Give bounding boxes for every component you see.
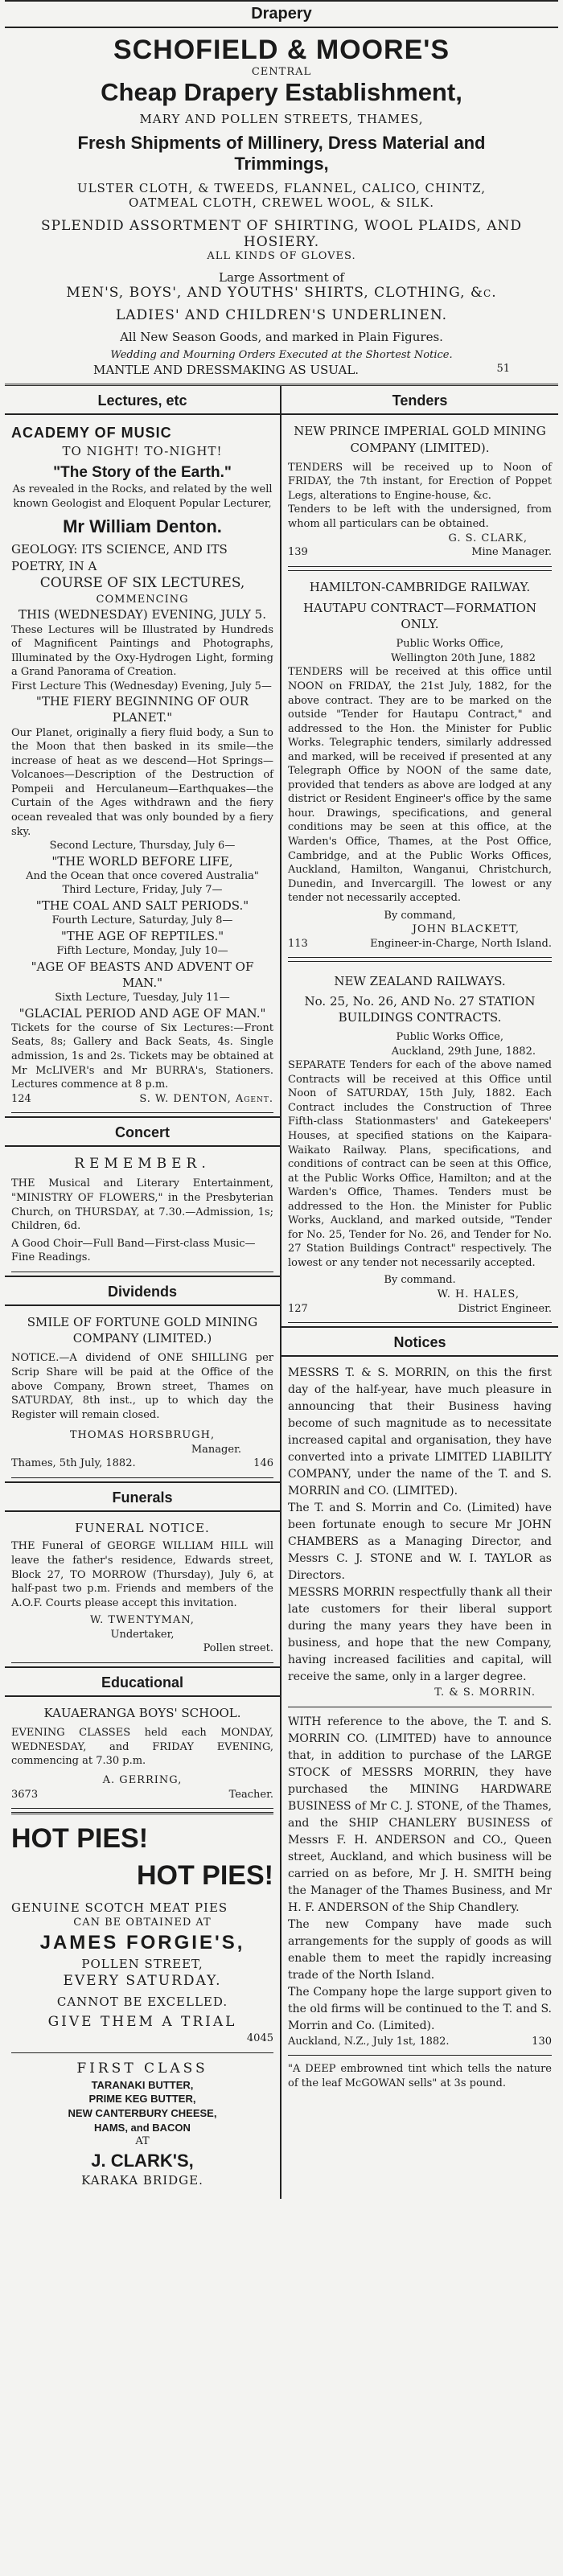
dividend-sign: THOMAS HORSBRUGH, bbox=[69, 1429, 216, 1442]
tender3-by: By command. bbox=[384, 1274, 456, 1287]
ladies-line: LADIES' AND CHILDREN'S UNDERLINEN. bbox=[115, 307, 448, 323]
tender3-sub: No. 25, No. 26, AND No. 27 STATION BUILDINGS CONTRACTS. bbox=[304, 993, 536, 1025]
establishment-title: Cheap Drapery Establishment, bbox=[101, 78, 462, 106]
lecture-fifth: Fifth Lecture, Monday, July 10— bbox=[56, 945, 228, 958]
tender3-sign: W. H. HALES, bbox=[437, 1288, 520, 1300]
dividend-role: Manager. bbox=[191, 1443, 241, 1456]
lecture-first-desc: Our Planet, originally a fiery fluid body, a Sun to the Moon that then basked in its smile—the increase of heat as we descend—Hot Springs—Volcanoes—Description of the Destruction of Pompeii and Herculaneum—Earthquakes—the Curtain of the Ages withdrawn and the fiery ocean revealed that was only bounded by a fiery sky. bbox=[11, 726, 273, 838]
pies-saturday: EVERY SATURDAY. bbox=[63, 1973, 222, 1990]
funeral-body: THE Funeral of GEORGE WILLIAM HILL will leave the father's residence, Edwards street, Block 27, TO MORROW (Thursday), July 6, at half-past two p.m. Friends and members of the A.O.F. Courts please accept this invitation. bbox=[11, 1540, 273, 1609]
notice2-body-2: The new Company have made such arrangements for the supply of goods as will enable them to meet the rapidly increasing trade of the North Island. bbox=[288, 1917, 552, 1982]
lecture-agent: S. W. DENTON, Agent. bbox=[139, 1092, 273, 1105]
lecture-venue: ACADEMY OF MUSIC bbox=[11, 425, 172, 442]
notice1-body-2: The T. and S. Morrin and Co. (Limited) have been fortunate enough to secure Mr JOHN CHAMBERS as a Managing Director, and Messrs C. J. STONE and W. I. TAYLOR as Directors. bbox=[288, 1502, 552, 1583]
clark-butter-1: TARANAKI BUTTER, bbox=[91, 2078, 194, 2091]
tender1-title: NEW PRINCE IMPERIAL GOLD MINING COMPANY (LIMITED). bbox=[294, 424, 546, 455]
hamilton-railway-tender bbox=[288, 570, 552, 959]
left-column bbox=[5, 386, 282, 2199]
tender3-role: District Engineer. bbox=[458, 1302, 552, 1315]
company-name: SCHOFIELD & MOORE'S bbox=[113, 35, 450, 65]
cloths-line-1: ULSTER CLOTH, & TWEEDS, FLANNEL, CALICO, CHINTZ, bbox=[76, 181, 487, 195]
two-column-body bbox=[5, 384, 558, 2199]
lecture-illustrated: These Lectures will be Illustrated by Hundreds of Magnificent Paintings and Photographs, Illuminated by the Oxy-Hydrogen Light, forming a Grand Panorama of Creation. bbox=[11, 623, 273, 679]
funeral-title: FUNERAL NOTICE. bbox=[75, 1521, 210, 1536]
tender3-date: Auckland, 29th June, 1882. bbox=[391, 1045, 536, 1058]
lecture-story-title: "The Story of the Earth." bbox=[53, 463, 232, 481]
tender2-title: HAMILTON-CAMBRIDGE RAILWAY. bbox=[309, 579, 531, 594]
lecture-revealed: As revealed in the Rocks, and related by the well known Geologist and Eloquent Popular Lecturer, bbox=[12, 483, 273, 511]
hot-pies-advertisement bbox=[11, 1812, 273, 2053]
funeral-address: Pollen street. bbox=[203, 1642, 273, 1655]
concert-body: THE Musical and Literary Entertainment, "MINISTRY OF FLOWERS," in the Presbyterian Church, on THURSDAY, at 7.30.—Admission, 1s; Children, 6d. bbox=[11, 1177, 273, 1233]
lecture-commencing: COMMENCING bbox=[96, 593, 189, 606]
tender3-body: SEPARATE Tenders for each of the above named Contracts will be received at this Office until Noon of SATURDAY, 15th July, 1882. Each Contract includes the Construction of Three Fifth-class Stationmasters' and Gatekeepers' Houses, at specified stations on the Kaipara-Waikato Railway. Plans, specifications, and conditions of contract can be seen at this Office, at the Public Works Office, Hamilton; and at the Warden's Office, Thames. Tenders must be addressed to the Hon. the Minister for Public Works, Auckland, and marked outside, "Tender for No. 25, Tender for No. 26, and Tender for No. 27 Station Buildings Contract" respectively. The lowest or any tender not necessarily accepted. bbox=[288, 1059, 552, 1269]
lecture-evening: THIS (WEDNESDAY) EVENING, JULY 5. bbox=[18, 607, 266, 622]
notice1-sign: T. & S. MORRIN. bbox=[434, 1687, 536, 1699]
dividend-date: Thames, 5th July, 1882. bbox=[11, 1457, 136, 1470]
notice1-body-3: MESSRS MORRIN respectfully thank all their late customers for their liberal support during the many years they have been in business, and hope that the new Company, having increased facilities and capital, will receive the same, only in a larger degree. bbox=[288, 1586, 552, 1684]
drapery-ref: 51 bbox=[496, 363, 510, 375]
section-heading-funerals: Funerals bbox=[5, 1481, 280, 1512]
concert-title: REMEMBER. bbox=[74, 1156, 211, 1173]
large-line: Large Assortment of bbox=[219, 270, 344, 285]
right-column bbox=[282, 386, 558, 2199]
mcgowan-notice bbox=[288, 2059, 552, 2097]
section-heading-drapery: Drapery bbox=[5, 0, 558, 28]
clark-butter-2: PRIME KEG BUTTER, bbox=[88, 2093, 196, 2106]
school-sign: A. GERRING, bbox=[102, 1773, 183, 1786]
clark-bridge: KARAKA BRIDGE. bbox=[81, 2173, 203, 2188]
tender1-ref: 139 bbox=[288, 546, 308, 559]
concert-choir: A Good Choir—Full Band—First-class Music—Fine Readings. bbox=[11, 1237, 256, 1264]
funeral-advertisement bbox=[11, 1517, 273, 1663]
educational-advertisement bbox=[11, 1702, 273, 1809]
clark-first: FIRST CLASS bbox=[76, 2060, 208, 2077]
shipments-line: Fresh Shipments of Millinery, Dress Material and Trimmings, bbox=[77, 133, 486, 174]
section-heading-tenders: Tenders bbox=[282, 386, 558, 415]
clark-name: J. CLARK'S, bbox=[91, 2150, 194, 2171]
lecture-fifth-title: "AGE OF BEASTS AND ADVENT OF MAN." bbox=[31, 959, 254, 990]
clark-hams: HAMS, and BACON bbox=[94, 2121, 191, 2134]
pies-forgie: JAMES FORGIE'S, bbox=[39, 1931, 245, 1954]
notice2-body: WITH reference to the above, the T. and S. MORRIN CO. (LIMITED) have to announce that, in addition to purchase of the LARGE STOCK of MESSRS MORRIN, they have purchased the MINING HARDWARE BUSINESS of Mr C. J. STONE, of the Thames, and the SHIP CHANLERY BUSINESS of Messrs F. H. ANDERSON and CO., Queen street, Auckland, and which business will be carried on as before, Mr J. H. SMITH being the Manager of the Thames Business, and Mr H. F. ANDERSON of the Ship Chandlery. bbox=[288, 1715, 552, 1914]
tender2-sign: JOHN BLACKETT, bbox=[412, 923, 520, 936]
tender3-office: Public Works Office, bbox=[396, 1031, 503, 1044]
tender2-role: Engineer-in-Charge, North Island. bbox=[370, 937, 552, 950]
notice2-date: Auckland, N.Z., July 1st, 1882. bbox=[288, 2035, 450, 2048]
dividend-advertisement bbox=[11, 1311, 273, 1478]
drapery-advertisement bbox=[5, 35, 558, 377]
lecture-third: Third Lecture, Friday, July 7— bbox=[62, 884, 223, 897]
lecture-ref: 124 bbox=[11, 1092, 31, 1105]
tender1-role: Mine Manager. bbox=[471, 546, 552, 559]
pies-ref: 4045 bbox=[246, 2032, 273, 2045]
section-heading-lectures: Lectures, etc bbox=[5, 386, 280, 415]
notice3-body: "A DEEP embrowned tint which tells the nature of the leaf McGOWAN sells" at 3s pound. bbox=[288, 2063, 552, 2090]
section-heading-educational: Educational bbox=[5, 1666, 280, 1697]
tender1-sign: G. S. CLARK, bbox=[448, 532, 528, 544]
tender2-office: Public Works Office, bbox=[396, 638, 503, 651]
school-body: EVENING CLASSES held each MONDAY, WEDNESDAY, and FRIDAY EVENING, commencing at 7.30 p.m. bbox=[11, 1727, 273, 1768]
dividend-ref: 146 bbox=[253, 1457, 273, 1470]
lectures-advertisement bbox=[11, 420, 273, 1113]
section-heading-concert: Concert bbox=[5, 1116, 280, 1147]
lecture-second-title: "THE WORLD BEFORE LIFE, bbox=[51, 853, 233, 869]
pies-genuine: GENUINE SCOTCH MEAT PIES bbox=[11, 1900, 228, 1915]
tender2-sub: HAUTAPU CONTRACT—FORMATION ONLY. bbox=[302, 600, 537, 632]
lecture-tickets: Tickets for the course of Six Lectures:—Front Seats, 8s; Gallery and Back Seats, 4s. Single admission, 1s and 2s. Tickets may be obtained at Mr McLIVER's and Mr BURRA's, Stationers. Lectures commence at 8 p.m. bbox=[11, 1021, 273, 1091]
hot-pies-line-1: HOT PIES! bbox=[11, 1823, 149, 1855]
funeral-sign: W. TWENTYMAN, bbox=[90, 1614, 195, 1627]
lecture-fourth-title: "THE AGE OF REPTILES." bbox=[60, 928, 224, 943]
tender3-ref: 127 bbox=[288, 1302, 308, 1315]
tender2-by: By command, bbox=[384, 909, 456, 922]
address-line: MARY AND POLLEN STREETS, THAMES, bbox=[139, 112, 424, 126]
morrin-notice bbox=[288, 1362, 552, 1707]
school-role: Teacher. bbox=[228, 1788, 273, 1801]
notice1-body: MESSRS T. & S. MORRIN, on this the first day of the half-year, have much pleasure in announcing that their Business having become of such magnitude as to necessitate increased capital and organisation, they have converted into a private LIMITED LIABILITY COMPANY, under the name of the T. and S. MORRIN and CO. (LIMITED). bbox=[288, 1366, 552, 1498]
pies-obtained: CAN BE OBTAINED AT bbox=[73, 1917, 212, 1929]
lecture-tonight: TO NIGHT! TO-NIGHT! bbox=[62, 443, 223, 458]
mantle-line: MANTLE AND DRESSMAKING AS USUAL. bbox=[93, 363, 360, 377]
school-title: KAUAERANGA BOYS' SCHOOL. bbox=[43, 1706, 241, 1721]
lecture-first: First Lecture This (Wednesday) Evening, July 5— bbox=[11, 680, 272, 692]
lecture-second: Second Lecture, Thursday, July 6— bbox=[49, 840, 236, 853]
school-ref: 3673 bbox=[11, 1788, 39, 1801]
tender1-plans: Tenders to be left with the undersigned, from whom all particulars can be obtained. bbox=[288, 503, 552, 530]
cloths-line-2: OATMEAL CLOTH, CREWEL WOOL, & SILK. bbox=[128, 195, 435, 210]
concert-advertisement bbox=[11, 1152, 273, 1272]
lecture-first-title: "THE FIERY BEGINNING OF OUR PLANET." bbox=[35, 694, 249, 725]
hot-pies-line-2: HOT PIES! bbox=[136, 1859, 273, 1891]
clark-advertisement bbox=[11, 2056, 273, 2196]
funeral-role: Undertaker, bbox=[110, 1628, 175, 1641]
lecture-course: COURSE OF SIX LECTURES, bbox=[39, 574, 245, 591]
tender2-body: TENDERS will be received at this office until NOON on FRIDAY, the 21st July, 1882, for the above contract. They are to be marked on the outside "Tender for Hautapu Contract," and addressed to the Hon. the Minister for Public Works. Telegraphic tenders, similarly addressed and marked, will be received if presented at any Telegraph Office by NOON of the same date, provided that tenders as above are lodged at any district or Resident Engineer's office by the same hour. Drawings, specifications, and general conditions may be seen at this office, at the Warden's Office, Thames, at the Post Office, Cambridge, and at the Public Works Offices, Auckland, Hamilton, Wanganui, Christchurch, Dunedin, and Invercargill. The lowest or any tender not necessarily accepted. bbox=[288, 666, 552, 905]
prince-imperial-tender bbox=[288, 420, 552, 566]
lecture-second-sub: And the Ocean that once covered Australia" bbox=[26, 869, 259, 882]
morrin-company-notice bbox=[288, 1711, 552, 2056]
clark-cheese: NEW CANTERBURY CHEESE, bbox=[68, 2106, 217, 2119]
section-heading-dividends: Dividends bbox=[5, 1276, 280, 1306]
lecture-third-title: "THE COAL AND SALT PERIODS." bbox=[35, 898, 249, 913]
new-goods-line: All New Season Goods, and marked in Plain Figures. bbox=[120, 330, 443, 344]
splendid-line: SPLENDID ASSORTMENT OF SHIRTING, WOOL PLAIDS, AND HOSIERY. bbox=[40, 218, 523, 250]
section-heading-notices: Notices bbox=[282, 1326, 558, 1357]
pies-street: POLLEN STREET, bbox=[81, 1957, 203, 1972]
dividend-body: NOTICE.—A dividend of ONE SHILLING per Scrip Share will be paid at the Office of the above Company, Brown street, Thames on SATURDAY, 8th inst., up to which day the Register will remain closed. bbox=[11, 1352, 273, 1421]
gloves-line: ALL KINDS OF GLOVES. bbox=[207, 250, 356, 262]
lecture-sixth-title: "GLACIAL PERIOD AND AGE OF MAN." bbox=[18, 1005, 266, 1021]
tender1-body: TENDERS will be received up to Noon of FRIDAY, the 7th instant, for Erection of Poppet Legs, alterations to Engine-house, &c. bbox=[288, 461, 552, 502]
dividend-title: SMILE OF FORTUNE GOLD MINING COMPANY (LIMITED.) bbox=[27, 1314, 258, 1346]
wedding-line: Wedding and Mourning Orders Executed at the Shortest Notice. bbox=[110, 349, 453, 361]
tender2-date: Wellington 20th June, 1882 bbox=[391, 651, 536, 664]
notice2-ref: 130 bbox=[532, 2035, 552, 2048]
nz-railways-tender bbox=[288, 961, 552, 1323]
tender3-title: NEW ZEALAND RAILWAYS. bbox=[334, 974, 506, 989]
lecture-geology: GEOLOGY: ITS SCIENCE, AND ITS POETRY, IN A bbox=[11, 542, 228, 573]
lecture-sixth: Sixth Lecture, Tuesday, July 11— bbox=[55, 992, 230, 1005]
pies-cannot: CANNOT BE EXCELLED. bbox=[56, 1995, 228, 2010]
lecturer-name: Mr William Denton. bbox=[63, 516, 222, 536]
tender2-ref: 113 bbox=[288, 937, 308, 950]
notice2-body-3: The Company hope the large support given to the old firms will be continued to the T. and S. Morrin and Co. (Limited). bbox=[288, 1985, 552, 2032]
pies-give: GIVE THEM A TRIAL bbox=[47, 2014, 237, 2031]
clark-at: AT bbox=[135, 2135, 150, 2148]
mens-line: MEN'S, BOYS', AND YOUTHS' SHIRTS, CLOTHING, &c. bbox=[66, 285, 497, 301]
central-label: CENTRAL bbox=[251, 66, 312, 78]
lecture-fourth: Fourth Lecture, Saturday, July 8— bbox=[51, 914, 233, 927]
